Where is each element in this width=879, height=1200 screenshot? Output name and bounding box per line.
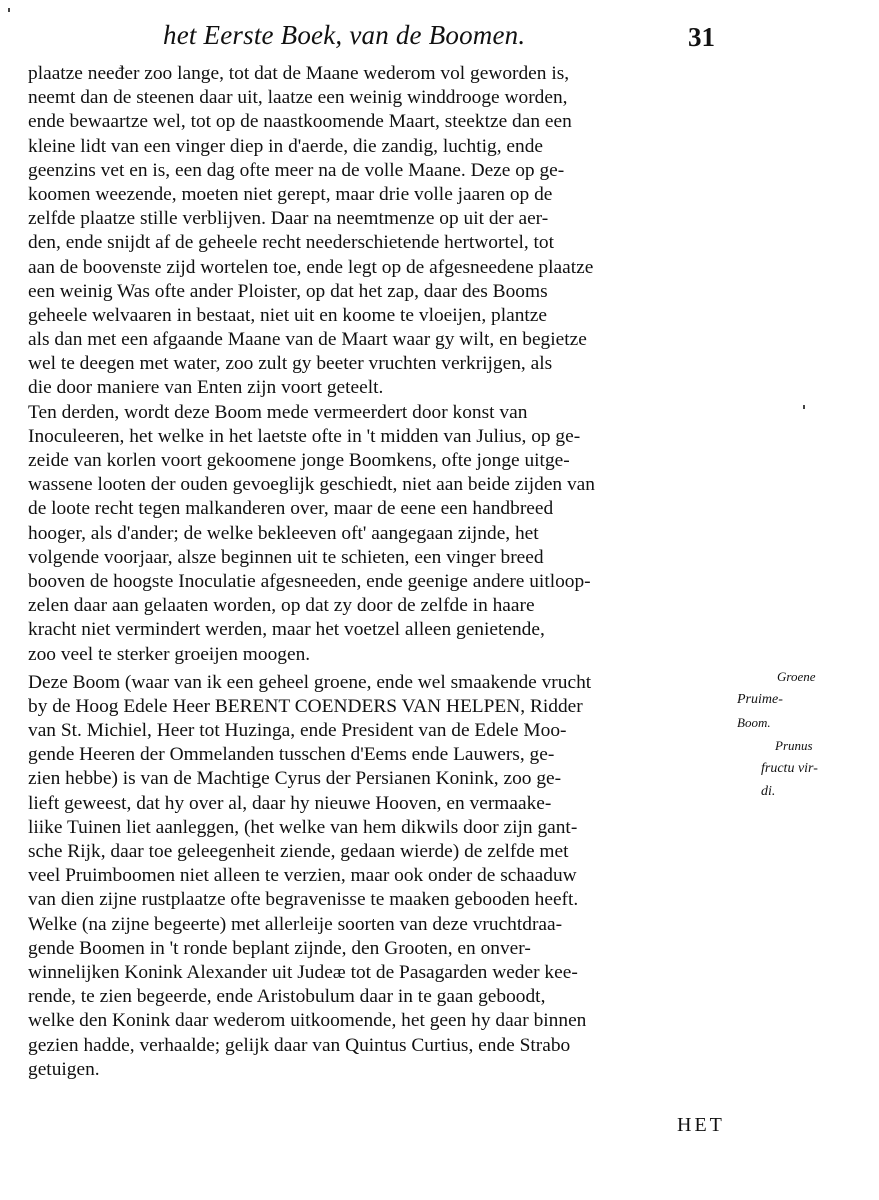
body-line: veel Pruimboomen niet alleen te verzien, maar ook onder de schaaduw	[28, 865, 577, 887]
body-line: getuigen.	[28, 1058, 100, 1080]
body-line: den, ende snijdt af de geheele recht neederschietende hertwortel, tot	[28, 232, 554, 254]
body-line: koomen weezende, moeten niet gerept, maar drie volle jaaren op de	[28, 183, 553, 205]
print-speck	[8, 8, 10, 12]
body-line: lieft geweest, dat hy over al, daar hy nieuwe Hooven, en vermaake-	[28, 792, 552, 814]
body-line: zien hebbe) is van de Machtige Cyrus der Persianen Konink, zoo ge-	[28, 768, 562, 790]
body-line: van St. Michiel, Heer tot Huzinga, ende President van de Edele Moo-	[28, 720, 567, 742]
body-line: by de Hoog Edele Heer BERENT COENDERS VAN HELPEN, Ridder	[28, 695, 583, 717]
margin-note-line: fructu vir-	[761, 761, 818, 776]
body-line: als dan met een afgaande Maane van de Maart waar gy wilt, en begietze	[28, 329, 587, 351]
body-line: winnelijken Konink Alexander uit Judeæ tot de Pasagarden weder kee-	[28, 961, 578, 983]
body-line: geheele welvaaren in bestaat, niet uit en koome te vloeijen, plantze	[28, 304, 548, 326]
body-line: liike Tuinen liet aanleggen, (het welke van hem dikwils door zijn gant-	[28, 816, 578, 838]
margin-note	[733, 665, 873, 803]
body-line: zeide van korlen voort gekoomene jonge Boomkens, ofte jonge uitge-	[28, 450, 570, 471]
body-line: zoo veel te sterker groeijen moogen.	[28, 643, 311, 665]
body-line: gende Boomen in 't ronde beplant zijnde, den Grooten, en onver-	[28, 937, 531, 959]
body-line: de loote recht tegen malkanderen over, maar de eene een handbreed	[28, 498, 554, 520]
body-line: Deze Boom (waar van ik een geheel groene, ende wel smaakende vrucht	[28, 671, 592, 693]
margin-note-line: Groene	[777, 669, 816, 684]
margin-note-line: di.	[761, 784, 776, 799]
page-number: 31	[688, 22, 715, 52]
body-line: gende Heeren der Ommelanden tusschen d'Eems ende Lauwers, ge-	[28, 744, 555, 766]
body-line: wel te deegen met water, zoo zult gy beeter vruchten verkrijgen, als	[28, 353, 553, 375]
body-line: van dien zijne rustplaatze ofte begravenisse te maaken gebooden heeft.	[28, 889, 579, 911]
body-line: ende bewaartze wel, tot op de naastkoomende Maart, steektze dan een	[28, 111, 572, 133]
body-line: geenzins vet en is, een dag ofte meer na de volle Maane. Deze op ge-	[28, 159, 565, 181]
body-line: welke den Konink daar wederom uitkoomende, het geen hy daar binnen	[28, 1010, 587, 1032]
body-line: volgende voorjaar, alsze beginnen uit te schieten, een vinger breed	[28, 546, 544, 568]
body-line: sche Rijk, daar toe geleegenheit ziende, gedaan wierde) de zelfde met	[28, 841, 569, 862]
body-line: plaatze neeđer zoo lange, tot dat de Maane wederom vol geworden is,	[28, 63, 570, 84]
margin-note-line: Pruime-	[737, 692, 783, 707]
body-text	[28, 62, 740, 1082]
margin-note-line: Prunus	[775, 738, 813, 753]
body-line: die door maniere van Enten zijn voort geteelt.	[28, 377, 384, 399]
running-title: het Eerste Boek, van de Boomen.	[163, 20, 526, 50]
body-line: neemt dan de steenen daar uit, laatze een weinig winddrooge worden,	[28, 87, 568, 109]
body-line: Welke (na zijne begeerte) met allerleije soorten van deze vruchtdraa-	[28, 913, 563, 935]
body-line: rende, te zien begeerde, ende Aristobulum daar in te gaan geboodt,	[28, 986, 546, 1008]
body-line: een weinig Was ofte ander Ploister, op dat het zap, daar des Booms	[28, 280, 548, 302]
body-line: aan de boovenste zijd wortelen toe, ende legt op de afgesneedene plaatze	[28, 256, 594, 278]
body-line: kleine lidt van een vinger diep in d'aerde, die zandig, luchtig, ende	[28, 135, 544, 157]
body-line: wassene looten der ouden gevoeglijk geschiedt, niet aan beide zijden van	[28, 474, 595, 496]
body-line: zelfde plaatze stille verblijven. Daar na neemtmenze op uit der aer-	[28, 208, 549, 230]
body-line: zelen daar aan gelaaten worden, op dat zy door de zelfde in haare	[28, 595, 535, 617]
body-line: booven de hoogste Inoculatie afgesneeden, ende geenige andere uitloop-	[28, 570, 591, 592]
print-speck	[803, 405, 805, 409]
body-line: kracht niet vermindert werden, maar het voetzel alleen genietende,	[28, 619, 545, 641]
catchword: HET	[677, 1114, 725, 1136]
body-line: Inoculeeren, het welke in het laetste ofte in 't midden van Julius, op ge-	[28, 425, 581, 447]
body-line: Ten derden, wordt deze Boom mede vermeerdert door konst van	[28, 401, 528, 423]
margin-note-line: Boom.	[737, 715, 771, 730]
body-line: gezien hadde, verhaalde; gelijk daar van Quintus Curtius, ende Strabo	[28, 1034, 571, 1056]
body-line: hooger, als d'ander; de welke bekleeven oft' aangegaan zijnde, het	[28, 522, 539, 544]
